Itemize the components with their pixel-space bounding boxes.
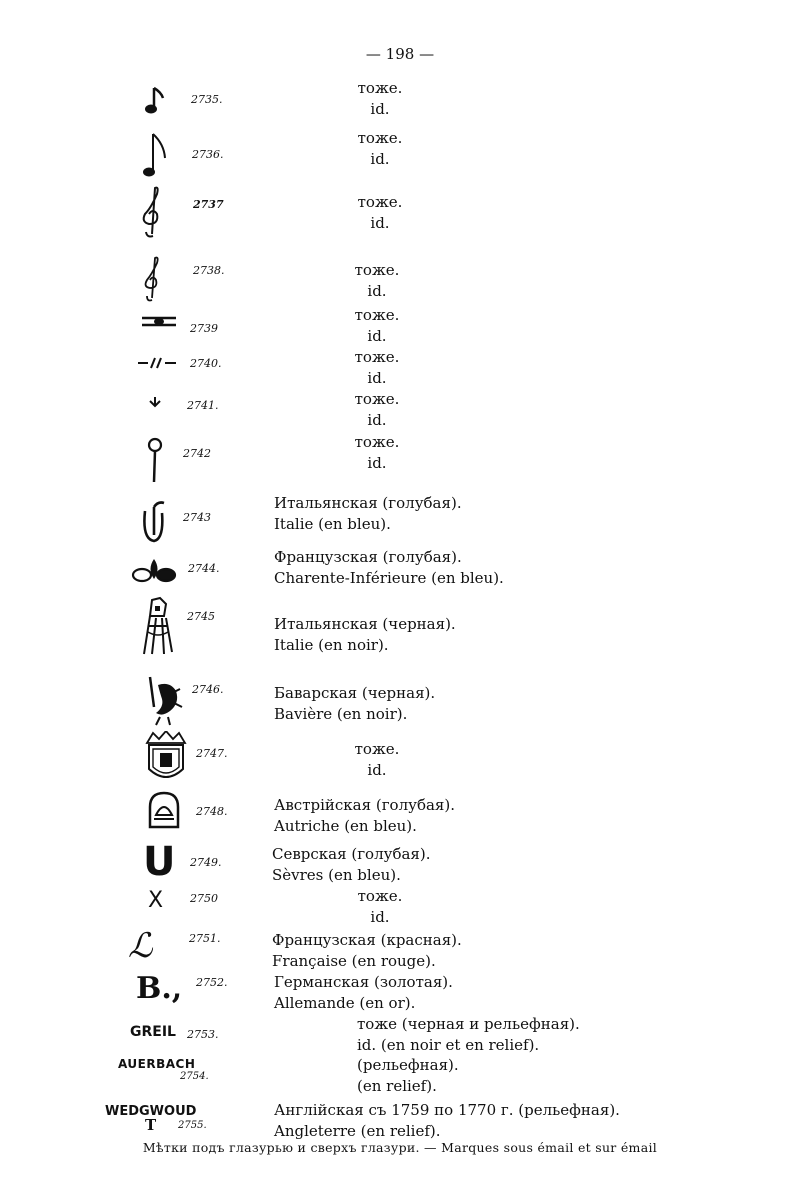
description-fr: Charente-Inférieure (en bleu).	[274, 569, 504, 587]
hook-u-icon	[140, 497, 170, 545]
mark-number: 2747.	[196, 747, 228, 760]
treble-clef-icon	[137, 184, 167, 242]
mark-entry-2750	[0, 886, 800, 926]
description-fr: Sèvres (en bleu).	[272, 866, 401, 884]
mark-number: 2749.	[190, 856, 222, 869]
mark-number: 2743	[183, 511, 211, 524]
mark-number: 2742	[183, 447, 211, 460]
mark-entry-2753	[0, 1014, 800, 1054]
description-fr: Bavière (en noir).	[274, 705, 408, 723]
mark-entry-2738	[0, 260, 800, 300]
mark-entry-2739	[0, 305, 800, 345]
description-ru: Баварская (черная).	[274, 684, 436, 702]
mark-number: 2741.	[187, 399, 219, 412]
mark-number: 2752.	[196, 976, 228, 989]
mark-entry-2748	[0, 795, 800, 835]
auerbach-wordmark: AUERBACH	[118, 1057, 196, 1071]
mark-entry-2735	[0, 78, 800, 118]
trefoil-icon	[131, 555, 177, 583]
description-ru: тоже (черная и рельефная).	[357, 1015, 580, 1033]
description-ru: тоже.	[354, 306, 400, 324]
mark-entry-2737	[0, 192, 800, 232]
mark-number: 2753.	[187, 1028, 219, 1041]
description-ru: тоже.	[357, 79, 403, 97]
mark-number: 2738.	[193, 264, 225, 277]
description-fr: id.	[370, 214, 390, 232]
mark-number: 2754.	[180, 1071, 209, 1082]
bar-dot-icon	[140, 313, 178, 331]
letter-b-mark: B.,	[136, 971, 183, 1006]
description-fr: id.	[367, 411, 387, 429]
mark-entry-2749	[0, 839, 800, 885]
tower-figure-icon	[136, 596, 176, 658]
description-ru: Французская (красная).	[272, 931, 462, 949]
description-ru: Французская (голубая).	[274, 548, 462, 566]
description-fr: Italie (en bleu).	[274, 515, 391, 533]
letter-x-mark: X	[148, 888, 164, 913]
description-ru: тоже.	[357, 193, 403, 211]
mark-number: 2755.	[178, 1120, 207, 1131]
treble-clef-small-icon	[140, 254, 166, 304]
description-ru: Итальянская (голубая).	[274, 494, 462, 512]
letter-u-mark: U	[143, 839, 176, 885]
mark-entry-2751	[0, 926, 800, 970]
description-fr: Autriche (en bleu).	[274, 817, 417, 835]
mark-number: 2748.	[196, 805, 228, 818]
mark-entry-2736	[0, 129, 800, 168]
description-fr: id.	[370, 100, 390, 118]
description-fr: id.	[367, 282, 387, 300]
description-fr: id.	[367, 761, 387, 779]
mark-number: 2751.	[189, 932, 221, 945]
description-ru: тоже.	[354, 433, 400, 451]
description-fr: Française (en rouge).	[272, 952, 436, 970]
mark-number: 2740.	[190, 357, 222, 370]
page-footer: Мѣтки подъ глазурью и сверхъ глазури. — Marques sous émail et sur émail	[142, 1140, 658, 1155]
description-ru: тоже.	[354, 261, 400, 279]
lion-figure-icon	[140, 673, 186, 729]
loop-stem-icon	[145, 436, 165, 486]
mark-entry-2745	[0, 596, 800, 654]
crowned-shield-icon	[143, 731, 189, 787]
mark-number: 2744.	[188, 562, 220, 575]
mark-entry-2742	[0, 432, 800, 472]
description-fr: id.	[367, 454, 387, 472]
mark-number: 2745	[187, 610, 215, 623]
description-ru: тоже.	[354, 348, 400, 366]
description-fr: id.	[367, 369, 387, 387]
description-fr: id.	[370, 908, 390, 926]
description-ru: Англiйская съ 1759 по 1770 г. (рельефная).	[274, 1101, 620, 1119]
description-ru: Германская (золотая).	[274, 973, 453, 991]
description-ru: Австрiйская (голубая).	[274, 796, 456, 814]
wedgwoud-wordmark: WEDGWOUD	[105, 1104, 197, 1119]
mark-entry-2754	[0, 1055, 800, 1095]
description-ru: Севрская (голубая).	[272, 845, 431, 863]
mark-entry-2741	[0, 389, 800, 429]
mark-number: 2746.	[192, 683, 224, 696]
description-ru: тоже.	[354, 390, 400, 408]
mark-number: 2750	[190, 892, 218, 905]
eighth-note-open-icon	[140, 132, 170, 180]
mark-number: 2739	[190, 322, 218, 335]
description-fr: Allemande (en or).	[274, 994, 416, 1012]
greil-wordmark: GREIL	[130, 1024, 176, 1040]
description-fr: id.	[370, 150, 390, 168]
description-ru: тоже.	[357, 129, 403, 147]
mark-number: 2736.	[192, 148, 224, 161]
description-fr: Italie (en noir).	[274, 636, 389, 654]
dash-slash-icon	[136, 356, 180, 370]
mark-entry-2743	[0, 493, 800, 533]
mark-entry-2744	[0, 547, 800, 587]
mark-entry-2746	[0, 673, 800, 723]
mark-number: 2735.	[191, 93, 223, 106]
wedgwoud-letter-t: T	[145, 1116, 157, 1134]
mark-entry-2752	[0, 971, 800, 1012]
description-fr: id. (en noir et en relief).	[357, 1036, 540, 1054]
script-l-mark: ℒ	[128, 926, 153, 966]
eighth-note-filled-icon	[143, 86, 165, 116]
mark-entry-2755	[0, 1100, 800, 1140]
description-fr: (en relief).	[357, 1077, 437, 1095]
mark-number: 2737	[193, 198, 224, 211]
description-ru: тоже.	[357, 887, 403, 905]
small-arrow-icon	[148, 395, 162, 409]
description-fr: Angleterre (en relief).	[274, 1122, 441, 1140]
description-fr: id.	[367, 327, 387, 345]
description-ru: (рельефная).	[357, 1056, 459, 1074]
description-ru: тоже.	[354, 740, 400, 758]
arch-mark-icon	[146, 791, 182, 831]
description-ru: Итальянская (черная).	[274, 615, 456, 633]
page-number: — 198 —	[365, 45, 435, 63]
mark-entry-2740	[0, 347, 800, 387]
mark-entry-2747	[0, 739, 800, 779]
